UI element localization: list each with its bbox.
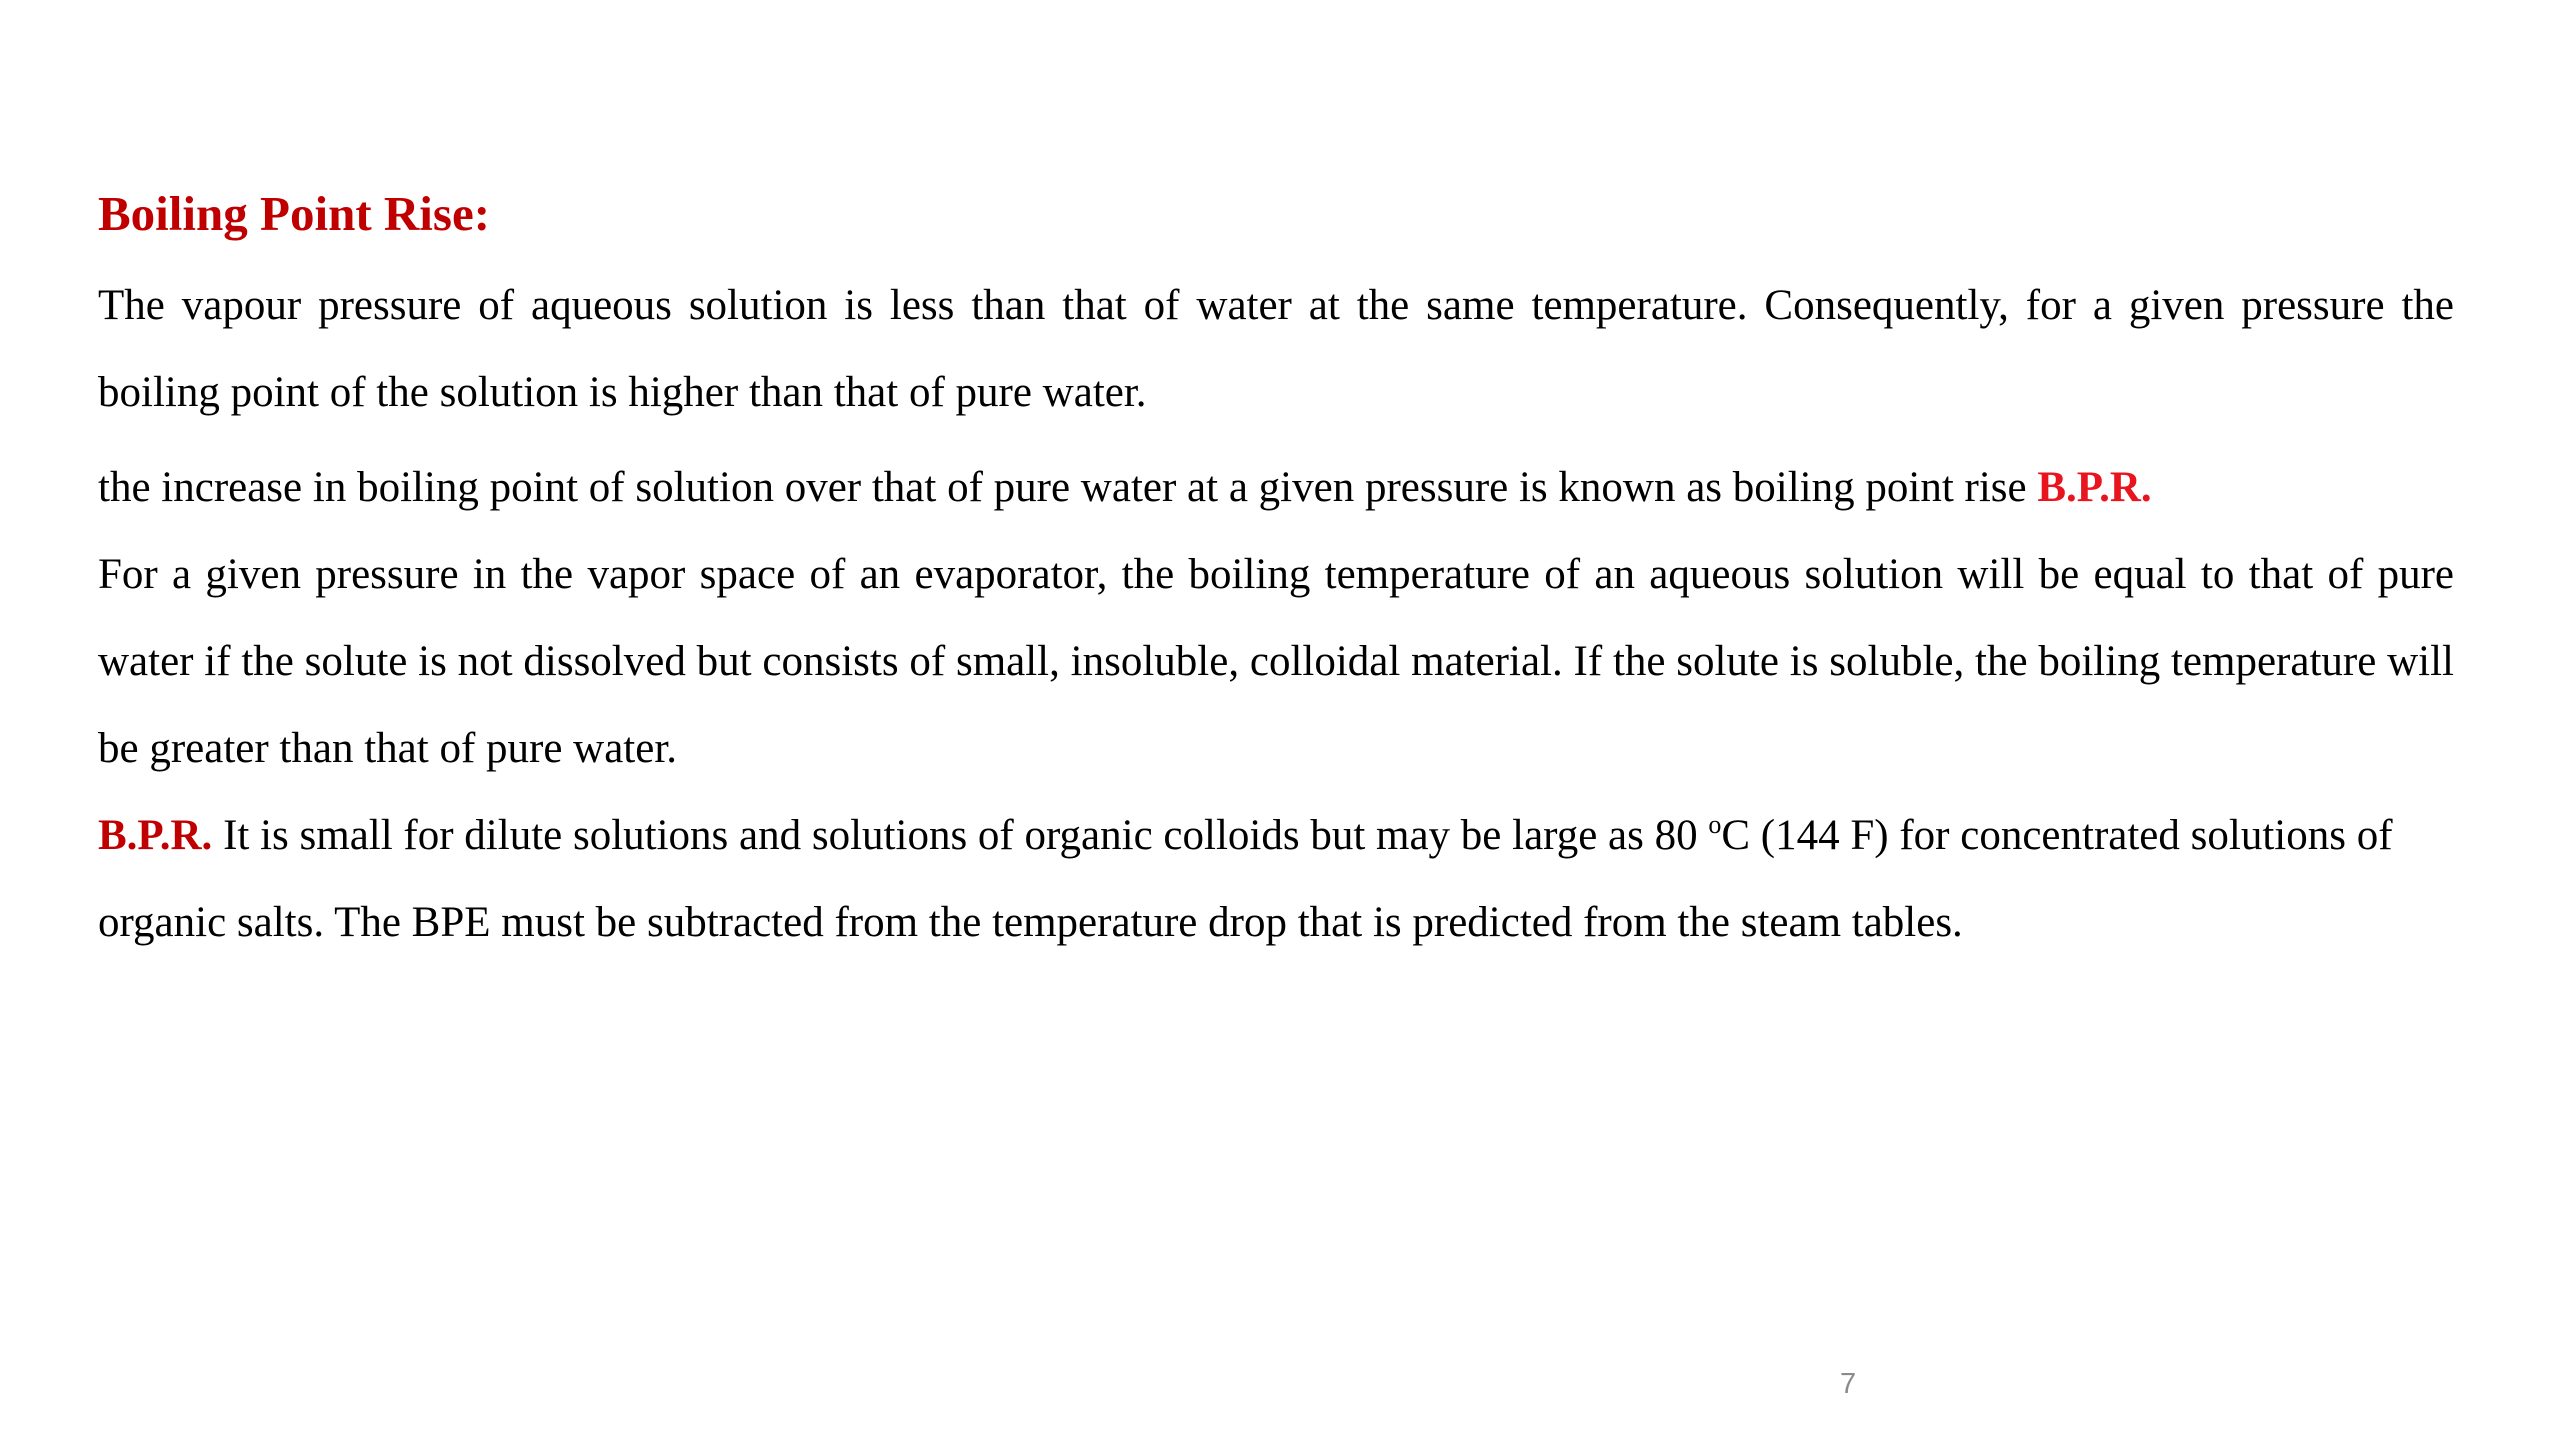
degree-superscript: o	[1708, 810, 1722, 839]
bpr-magnitude-text-a: It is small for dilute solutions and solutions of organic colloids but may be large as 80	[223, 812, 1698, 859]
paragraph-vapour-pressure: The vapour pressure of aqueous solution is less than that of water at the same temperature. Consequently, for a given pressure the boiling point of the solution is higher than that of pure water.	[98, 282, 2454, 416]
bpr-magnitude-text-b: C (144 F) for concentrated solutions of organic salts. The BPE must be subtracted from the temperature drop that is predicted from the steam tables.	[98, 812, 2393, 946]
slide-title: Boiling Point Rise:	[98, 186, 491, 241]
paragraph-bpr-magnitude	[98, 792, 2454, 966]
slide-content	[98, 176, 2454, 966]
bpr-term-2: B.P.R.	[98, 812, 213, 859]
bpr-term: B.P.R.	[2037, 464, 2152, 511]
bpr-definition-text: the increase in boiling point of solution over that of pure water at a given pressure is known as boiling point rise	[98, 464, 2027, 511]
paragraph-bpr-definition	[98, 444, 2454, 531]
page-number: 7	[1840, 1368, 1857, 1400]
paragraph-evaporator: For a given pressure in the vapor space of an evaporator, the boiling temperature of an aqueous solution will be equal to that of pure water if the solute is not dissolved but consists of small, insoluble, colloidal material. If the solute is soluble, the boiling temperature will be greater than that of pure water.	[98, 551, 2454, 772]
